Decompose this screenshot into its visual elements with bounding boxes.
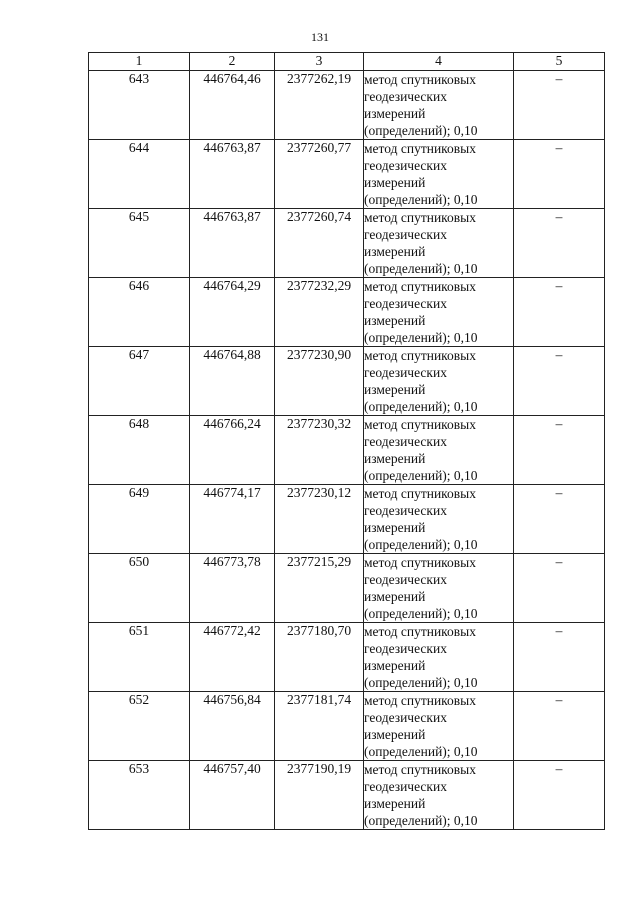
y-coordinate-cell: 2377180,70 [275,623,364,692]
method-line: измерений [364,382,426,397]
method-cell [364,278,514,347]
x-coordinate-cell: 446764,46 [190,71,275,140]
point-number-cell: 652 [89,692,190,761]
method-line: (определений); 0,10 [364,123,478,138]
method-line: измерений [364,244,426,259]
y-coordinate-cell: 2377181,74 [275,692,364,761]
y-coordinate-cell: 2377230,32 [275,416,364,485]
method-line: геодезических [364,779,447,794]
method-line: метод спутниковых [364,486,476,501]
method-line: измерений [364,727,426,742]
x-coordinate-cell: 446773,78 [190,554,275,623]
method-line: геодезических [364,227,447,242]
method-line: геодезических [364,89,447,104]
y-coordinate-cell: 2377230,90 [275,347,364,416]
y-coordinate-cell: 2377262,19 [275,71,364,140]
y-coordinate-cell: 2377260,74 [275,209,364,278]
y-coordinate-cell: 2377232,29 [275,278,364,347]
x-coordinate-cell: 446763,87 [190,140,275,209]
method-line: геодезических [364,503,447,518]
header-col-3: 3 [275,53,364,71]
method-line: (определений); 0,10 [364,537,478,552]
method-line: измерений [364,313,426,328]
point-number-cell: 650 [89,554,190,623]
column-5-cell: – [514,623,605,692]
method-line: измерений [364,520,426,535]
method-line: геодезических [364,710,447,725]
header-row [89,53,605,71]
column-5-cell: – [514,71,605,140]
method-line: геодезических [364,296,447,311]
method-line: (определений); 0,10 [364,468,478,483]
header-col-1: 1 [89,53,190,71]
method-cell [364,209,514,278]
method-cell [364,623,514,692]
x-coordinate-cell: 446763,87 [190,209,275,278]
point-number-cell: 648 [89,416,190,485]
y-coordinate-cell: 2377215,29 [275,554,364,623]
method-line: геодезических [364,365,447,380]
table-row [89,416,605,485]
method-cell [364,71,514,140]
point-number-cell: 651 [89,623,190,692]
method-line: метод спутниковых [364,210,476,225]
page-number: 131 [311,30,329,44]
y-coordinate-cell: 2377260,77 [275,140,364,209]
point-number-cell: 643 [89,71,190,140]
table-row [89,278,605,347]
method-line: измерений [364,451,426,466]
y-coordinate-cell: 2377190,19 [275,761,364,830]
method-line: измерений [364,175,426,190]
method-line: (определений); 0,10 [364,330,478,345]
x-coordinate-cell: 446766,24 [190,416,275,485]
method-line: метод спутниковых [364,624,476,639]
column-5-cell: – [514,692,605,761]
method-line: метод спутниковых [364,141,476,156]
point-number-cell: 644 [89,140,190,209]
method-line: (определений); 0,10 [364,675,478,690]
header-col-5: 5 [514,53,605,71]
method-line: метод спутниковых [364,417,476,432]
method-cell [364,692,514,761]
method-cell [364,485,514,554]
method-line: метод спутниковых [364,693,476,708]
column-5-cell: – [514,761,605,830]
table-body [89,71,605,830]
x-coordinate-cell: 446757,40 [190,761,275,830]
column-5-cell: – [514,278,605,347]
column-5-cell: – [514,416,605,485]
column-5-cell: – [514,485,605,554]
column-5-cell: – [514,140,605,209]
method-line: (определений); 0,10 [364,399,478,414]
x-coordinate-cell: 446772,42 [190,623,275,692]
method-line: метод спутниковых [364,348,476,363]
method-cell [364,761,514,830]
method-line: геодезических [364,641,447,656]
method-line: геодезических [364,572,447,587]
method-line: метод спутниковых [364,279,476,294]
point-number-cell: 653 [89,761,190,830]
method-line: метод спутниковых [364,762,476,777]
point-number-cell: 647 [89,347,190,416]
header-col-4: 4 [364,53,514,71]
point-number-cell: 645 [89,209,190,278]
column-5-cell: – [514,209,605,278]
method-cell [364,140,514,209]
table-row [89,761,605,830]
table-row [89,623,605,692]
coordinates-table [88,52,605,830]
header-col-2: 2 [190,53,275,71]
method-line: (определений); 0,10 [364,744,478,759]
method-cell [364,554,514,623]
method-cell [364,416,514,485]
method-line: метод спутниковых [364,72,476,87]
table-row [89,485,605,554]
table-row [89,692,605,761]
method-line: (определений); 0,10 [364,192,478,207]
method-line: (определений); 0,10 [364,261,478,276]
method-cell [364,347,514,416]
point-number-cell: 649 [89,485,190,554]
method-line: измерений [364,106,426,121]
method-line: геодезических [364,158,447,173]
method-line: метод спутниковых [364,555,476,570]
table-row [89,347,605,416]
y-coordinate-cell: 2377230,12 [275,485,364,554]
method-line: (определений); 0,10 [364,606,478,621]
method-line: измерений [364,658,426,673]
x-coordinate-cell: 446764,29 [190,278,275,347]
table-row [89,554,605,623]
table-row [89,209,605,278]
table-header [89,53,605,71]
method-line: (определений); 0,10 [364,813,478,828]
column-5-cell: – [514,554,605,623]
table-row [89,140,605,209]
point-number-cell: 646 [89,278,190,347]
x-coordinate-cell: 446764,88 [190,347,275,416]
method-line: геодезических [364,434,447,449]
x-coordinate-cell: 446774,17 [190,485,275,554]
method-line: измерений [364,589,426,604]
column-5-cell: – [514,347,605,416]
method-line: измерений [364,796,426,811]
table-row [89,71,605,140]
x-coordinate-cell: 446756,84 [190,692,275,761]
